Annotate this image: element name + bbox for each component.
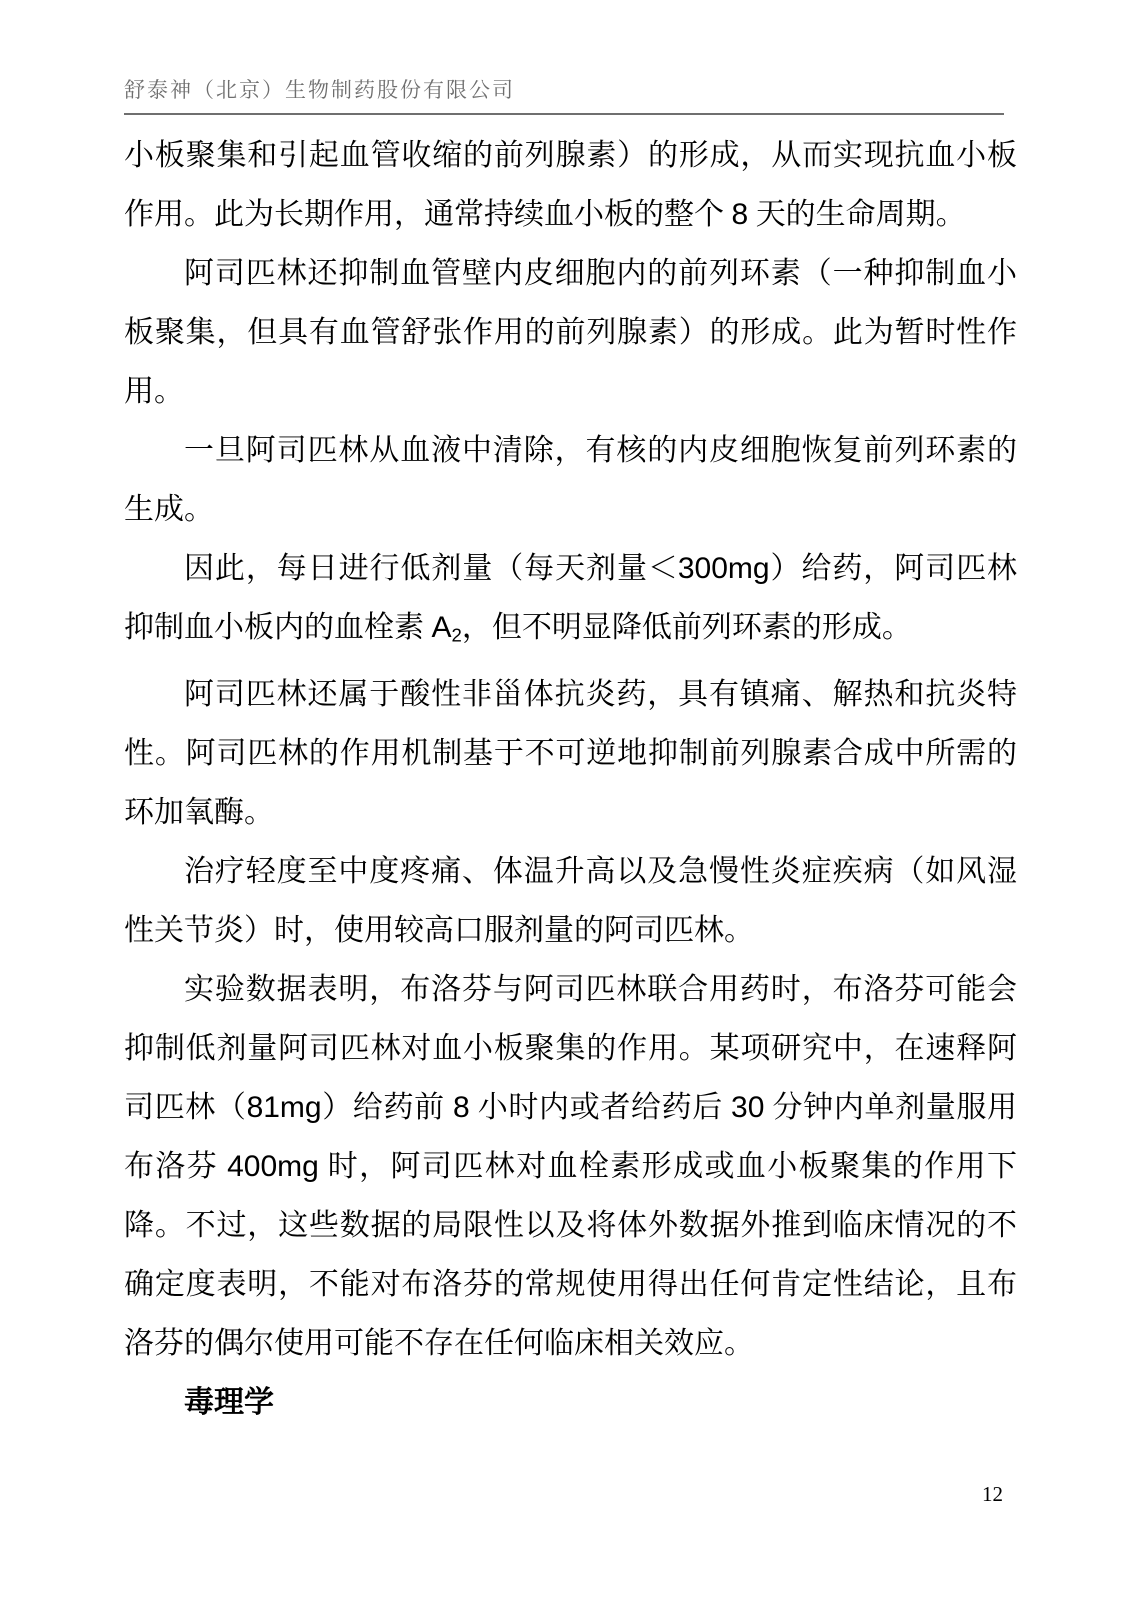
text-run: 81mg bbox=[246, 1090, 322, 1124]
text-run: 分钟内单剂量服用布洛芬 bbox=[124, 1090, 1018, 1183]
paragraph bbox=[124, 842, 1017, 960]
text-run: 治疗轻度至中度疼痛、体温升高以及急慢性炎症疾病（如风湿性关节炎）时，使用较高口服剂量的阿司匹林。 bbox=[124, 854, 1017, 947]
paragraph bbox=[124, 960, 1017, 1373]
paragraph bbox=[124, 421, 1017, 539]
text-run: 阿司匹林还抑制血管壁内皮细胞内的前列环素（一种抑制血小板聚集，但具有血管舒张作用的前列腺素）的形成。此为暂时性作用。 bbox=[124, 257, 1017, 408]
text-run: 时，阿司匹林对血栓素形成或血小板聚集的作用下降。不过，这些数据的局限性以及将体外数据外推到临床情况的不确定度表明，不能对布洛芬的常规使用得出任何肯定性结论，且布洛芬的偶尔使用可能不存在任何临床相关效应。 bbox=[124, 1149, 1018, 1360]
text-run: 300mg bbox=[677, 552, 770, 585]
text-run: ，但不明显降低前列环素的形成。 bbox=[461, 611, 912, 644]
text-run: 8 bbox=[452, 1090, 470, 1124]
text-run: 2 bbox=[451, 624, 462, 646]
text-run: 一旦阿司匹林从血液中清除，有核的内皮细胞恢复前列环素的生成。 bbox=[124, 434, 1017, 526]
company-name: 舒泰神（北京）生物制药股份有限公司 bbox=[124, 78, 515, 102]
paragraph bbox=[124, 665, 1017, 842]
text-run: 阿司匹林还属于酸性非甾体抗炎药，具有镇痛、解热和抗炎特性。阿司匹林的作用机制基于不可逆地抑制前列腺素合成中所需的环加氧酶。 bbox=[124, 677, 1017, 829]
text-run: ）给药，阿司匹林抑制血小板内的血栓素 bbox=[124, 552, 1018, 644]
paragraph bbox=[124, 244, 1017, 421]
text-run: 8 bbox=[731, 198, 749, 231]
text-run: 30 bbox=[731, 1090, 765, 1124]
body-paragraphs bbox=[124, 126, 1017, 1373]
text-run: 小板聚集和引起血管收缩的前列腺素）的形成，从而实现抗血小板作用。此为长期作用，通常持续血小板的整个 bbox=[124, 139, 1017, 231]
text-run: 天的生命周期。 bbox=[748, 198, 966, 231]
text-run: 实验数据表明，布洛芬与阿司匹林联合用药时，布洛芬可能会抑制低剂量阿司匹林对血小板聚集的作用。某项研究中，在速释阿司匹林（ bbox=[124, 972, 1017, 1124]
paragraph bbox=[124, 539, 1017, 665]
text-run: 小时内或者给药后 bbox=[469, 1090, 732, 1124]
paragraph bbox=[124, 126, 1017, 244]
text-run: 因此，每日进行低剂量（每天剂量＜ bbox=[184, 552, 678, 585]
section-heading: 毒理学 bbox=[184, 1385, 274, 1419]
document-body bbox=[124, 126, 1017, 1432]
text-run: 400mg bbox=[227, 1149, 319, 1183]
text-run: ）给药前 bbox=[321, 1090, 453, 1124]
page-header bbox=[124, 74, 1004, 115]
page-number: 12 bbox=[982, 1482, 1003, 1506]
text-run: A bbox=[431, 611, 452, 644]
